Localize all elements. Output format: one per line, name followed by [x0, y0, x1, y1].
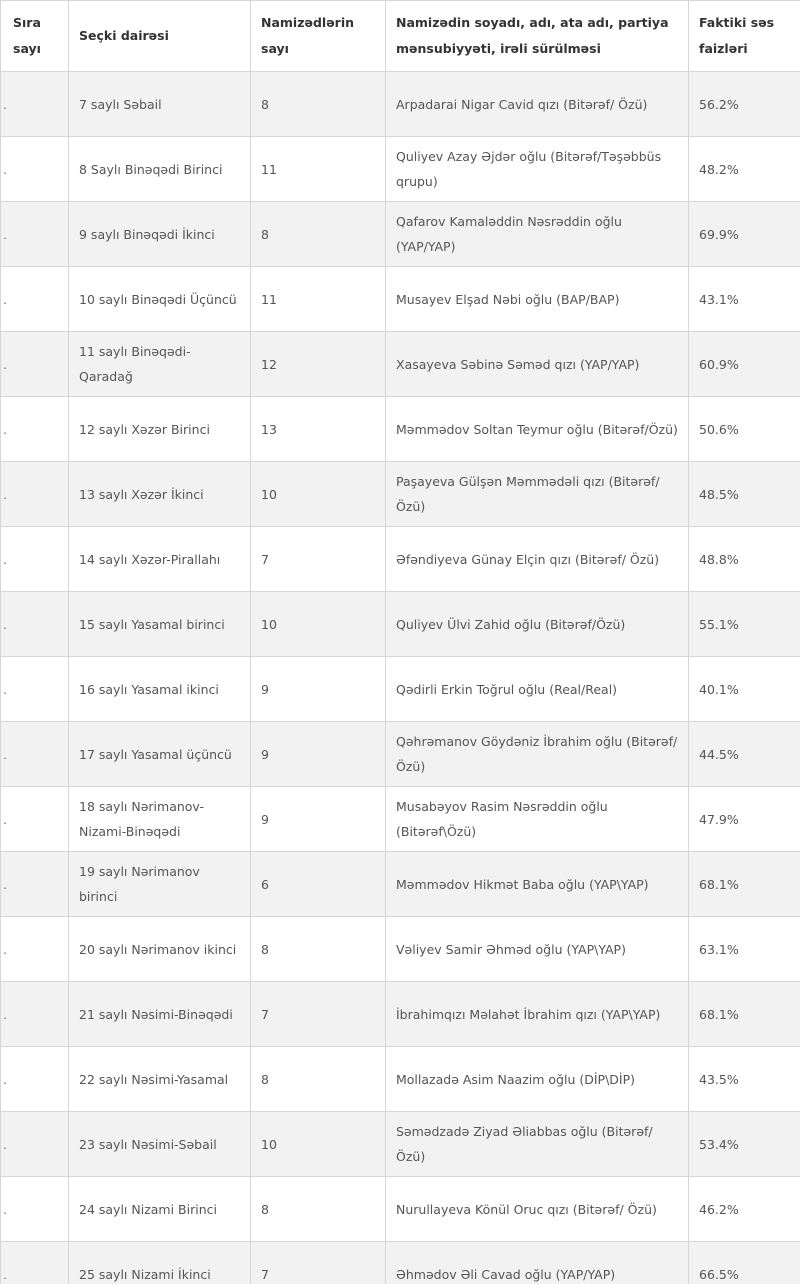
header-no: Sıra sayı: [1, 1, 69, 72]
candidate-cell: Musabəyov Rasim Nəsrəddin oğlu (Bitərəf\Özü): [386, 787, 689, 852]
vote-percent-cell: 63.1%: [689, 917, 800, 982]
table-row: [1, 72, 800, 137]
table-row: [1, 1177, 800, 1242]
table-row: [1, 202, 800, 267]
vote-percent-cell: 69.9%: [689, 202, 800, 267]
candidate-cell: Əhmədov Əli Cavad oğlu (YAP/YAP): [386, 1242, 689, 1284]
candidate-count-cell: 6: [251, 852, 386, 917]
table-row: [1, 917, 800, 982]
candidate-count-cell: 11: [251, 137, 386, 202]
candidate-count-cell: 10: [251, 1112, 386, 1177]
district-cell: 22 saylı Nəsimi-Yasamal: [69, 1047, 251, 1112]
table-row: [1, 1242, 800, 1284]
vote-percent-cell: 43.5%: [689, 1047, 800, 1112]
table-row: [1, 787, 800, 852]
vote-percent-cell: 56.2%: [689, 72, 800, 137]
row-number: .: [1, 1047, 69, 1112]
vote-percent-cell: 48.5%: [689, 462, 800, 527]
candidate-count-cell: 7: [251, 527, 386, 592]
district-cell: 20 saylı Nərimanov ikinci: [69, 917, 251, 982]
candidate-count-cell: 8: [251, 917, 386, 982]
vote-percent-cell: 46.2%: [689, 1177, 800, 1242]
table-row: [1, 397, 800, 462]
table-row: [1, 722, 800, 787]
table-row: [1, 137, 800, 202]
header-percent: Faktiki səs faizləri: [689, 1, 800, 72]
row-number: .: [1, 787, 69, 852]
candidate-cell: Arpadarai Nigar Cavid qızı (Bitərəf/ Özü): [386, 72, 689, 137]
row-number: .: [1, 592, 69, 657]
candidate-cell: Qədirli Erkin Toğrul oğlu (Real/Real): [386, 657, 689, 722]
row-number: .: [1, 657, 69, 722]
header-district: Seçki dairəsi: [69, 1, 251, 72]
district-cell: 17 saylı Yasamal üçüncü: [69, 722, 251, 787]
table-row: [1, 657, 800, 722]
candidate-cell: Nurullayeva Könül Oruc qızı (Bitərəf/ Özü): [386, 1177, 689, 1242]
row-number: .: [1, 852, 69, 917]
candidate-cell: Qafarov Kamaləddin Nəsrəddin oğlu (YAP/YAP): [386, 202, 689, 267]
candidate-cell: Vəliyev Samir Əhməd oğlu (YAP\YAP): [386, 917, 689, 982]
header-row: [1, 1, 800, 72]
candidate-count-cell: 10: [251, 592, 386, 657]
table-body: [1, 72, 800, 1284]
table-row: [1, 852, 800, 917]
district-cell: 15 saylı Yasamal birinci: [69, 592, 251, 657]
row-number: .: [1, 1177, 69, 1242]
row-number: .: [1, 982, 69, 1047]
candidate-count-cell: 7: [251, 1242, 386, 1284]
candidate-count-cell: 8: [251, 72, 386, 137]
vote-percent-cell: 43.1%: [689, 267, 800, 332]
table-row: [1, 1112, 800, 1177]
candidate-count-cell: 9: [251, 657, 386, 722]
header-candidate: Namizədin soyadı, adı, ata adı, partiya mənsubiyyəti, irəli sürülməsi: [386, 1, 689, 72]
candidate-count-cell: 9: [251, 787, 386, 852]
district-cell: 24 saylı Nizami Birinci: [69, 1177, 251, 1242]
district-cell: 23 saylı Nəsimi-Səbail: [69, 1112, 251, 1177]
table-header: [1, 1, 800, 72]
candidate-count-cell: 11: [251, 267, 386, 332]
vote-percent-cell: 68.1%: [689, 852, 800, 917]
candidate-cell: Musayev Elşad Nəbi oğlu (BAP/BAP): [386, 267, 689, 332]
row-number: .: [1, 462, 69, 527]
district-cell: 8 Saylı Binəqədi Birinci: [69, 137, 251, 202]
candidate-cell: Xasayeva Səbinə Səməd qızı (YAP/YAP): [386, 332, 689, 397]
candidate-count-cell: 8: [251, 1177, 386, 1242]
row-number: .: [1, 267, 69, 332]
vote-percent-cell: 60.9%: [689, 332, 800, 397]
candidate-cell: Məmmədov Hikmət Baba oğlu (YAP\YAP): [386, 852, 689, 917]
candidate-cell: İbrahimqızı Məlahət İbrahim qızı (YAP\YAP): [386, 982, 689, 1047]
row-number: .: [1, 722, 69, 787]
district-cell: 13 saylı Xəzər İkinci: [69, 462, 251, 527]
candidate-count-cell: 8: [251, 202, 386, 267]
table-row: [1, 462, 800, 527]
row-number: .: [1, 397, 69, 462]
vote-percent-cell: 40.1%: [689, 657, 800, 722]
district-cell: 7 saylı Səbail: [69, 72, 251, 137]
candidate-cell: Səmədzadə Ziyad Əliabbas oğlu (Bitərəf/Özü): [386, 1112, 689, 1177]
district-cell: 18 saylı Nərimanov-Nizami-Binəqədi: [69, 787, 251, 852]
row-number: .: [1, 202, 69, 267]
vote-percent-cell: 48.8%: [689, 527, 800, 592]
candidate-count-cell: 10: [251, 462, 386, 527]
row-number: .: [1, 917, 69, 982]
table-row: [1, 1047, 800, 1112]
district-cell: 9 saylı Binəqədi İkinci: [69, 202, 251, 267]
candidate-cell: Quliyev Ülvi Zahid oğlu (Bitərəf/Özü): [386, 592, 689, 657]
vote-percent-cell: 48.2%: [689, 137, 800, 202]
vote-percent-cell: 66.5%: [689, 1242, 800, 1284]
district-cell: 11 saylı Binəqədi-Qaradağ: [69, 332, 251, 397]
table-row: [1, 592, 800, 657]
row-number: .: [1, 332, 69, 397]
row-number: .: [1, 527, 69, 592]
table-row: [1, 267, 800, 332]
row-number: .: [1, 1242, 69, 1284]
vote-percent-cell: 47.9%: [689, 787, 800, 852]
row-number: .: [1, 1112, 69, 1177]
candidate-cell: Qəhrəmanov Göydəniz İbrahim oğlu (Bitərəf/Özü): [386, 722, 689, 787]
district-cell: 10 saylı Binəqədi Üçüncü: [69, 267, 251, 332]
candidate-count-cell: 9: [251, 722, 386, 787]
district-cell: 21 saylı Nəsimi-Binəqədi: [69, 982, 251, 1047]
header-count: Namizədlərin sayı: [251, 1, 386, 72]
candidate-cell: Əfəndiyeva Günay Elçin qızı (Bitərəf/ Özü): [386, 527, 689, 592]
candidate-count-cell: 8: [251, 1047, 386, 1112]
district-cell: 12 saylı Xəzər Birinci: [69, 397, 251, 462]
candidate-cell: Məmmədov Soltan Teymur oğlu (Bitərəf/Özü): [386, 397, 689, 462]
row-number: .: [1, 72, 69, 137]
candidate-cell: Mollazadə Asim Naazim oğlu (DİP\DİP): [386, 1047, 689, 1112]
district-cell: 19 saylı Nərimanov birinci: [69, 852, 251, 917]
vote-percent-cell: 44.5%: [689, 722, 800, 787]
vote-percent-cell: 55.1%: [689, 592, 800, 657]
candidate-count-cell: 7: [251, 982, 386, 1047]
table-row: [1, 527, 800, 592]
table-row: [1, 332, 800, 397]
district-cell: 25 saylı Nizami İkinci: [69, 1242, 251, 1284]
candidate-count-cell: 12: [251, 332, 386, 397]
vote-percent-cell: 53.4%: [689, 1112, 800, 1177]
candidate-count-cell: 13: [251, 397, 386, 462]
candidate-cell: Quliyev Azay Əjdər oğlu (Bitərəf/Təşəbbüs qrupu): [386, 137, 689, 202]
vote-percent-cell: 50.6%: [689, 397, 800, 462]
district-cell: 16 saylı Yasamal ikinci: [69, 657, 251, 722]
district-cell: 14 saylı Xəzər-Pirallahı: [69, 527, 251, 592]
row-number: .: [1, 137, 69, 202]
vote-percent-cell: 68.1%: [689, 982, 800, 1047]
table-row: [1, 982, 800, 1047]
candidate-cell: Paşayeva Gülşən Məmmədəli qızı (Bitərəf/Özü): [386, 462, 689, 527]
